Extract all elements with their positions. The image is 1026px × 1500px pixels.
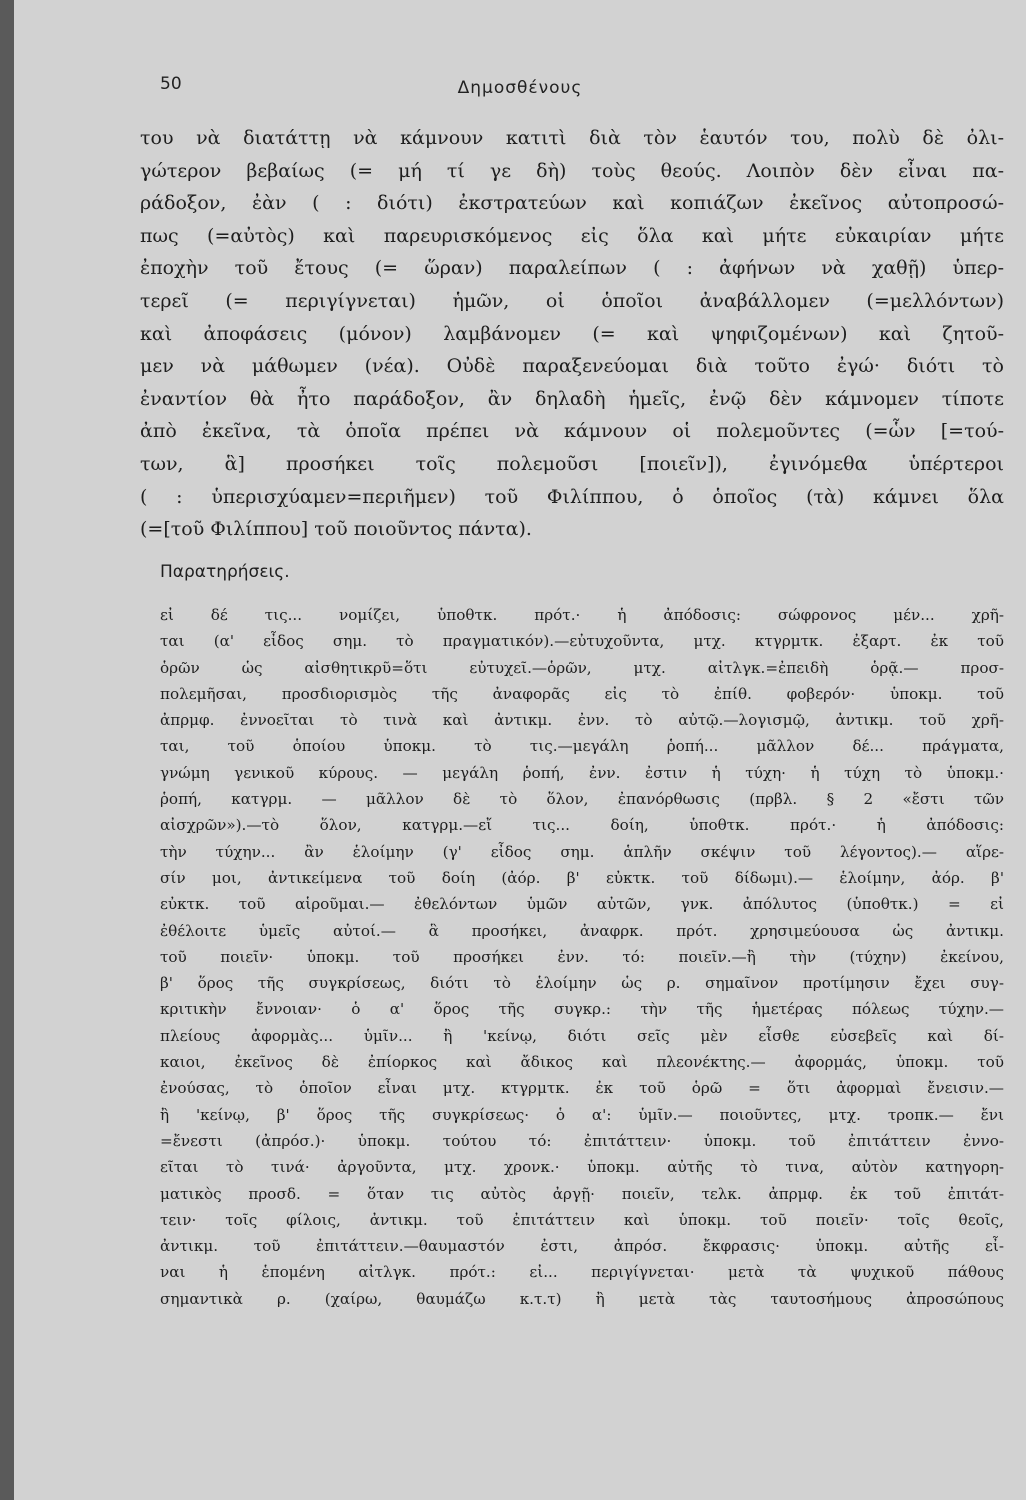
main-text-line: του νὰ διατάττῃ νὰ κάμνουν κατιτὶ διὰ τὸν ἑαυτόν του, πολὺ δὲ ὀλι- <box>140 127 1004 149</box>
notes-line: τειν· τοῖς φίλοις, ἀντικμ. τοῦ ἐπιτάττειν καὶ ὑποκμ. τοῦ ποιεῖν· τοῖς θεοῖς, <box>160 1210 1004 1229</box>
notes-line: =ἔνεστι (ἀπρόσ.)· ὑποκμ. τούτου τό: ἐπιτάττειν· ὑποκμ. τοῦ ἐπιτάττειν ἐννο- <box>160 1131 1004 1150</box>
notes-line: ἀπρμφ. ἐννοεῖται τὸ τινὰ καὶ ἀντικμ. ἐνν. τὸ αὐτῷ.—λογισμῷ, ἀντικμ. τοῦ χρῆ- <box>160 711 1004 730</box>
notes-line: ῥοπή, κατγρμ. — μᾶλλον δὲ τὸ ὅλον, ἐπανόρθωσις (πρβλ. § 2 «ἔστι τῶν <box>160 790 1004 809</box>
main-text-line: καὶ ἀποφάσεις (μόνον) λαμβάνομεν (= καὶ ψηφιζομένων) καὶ ζητοῦ- <box>140 322 1004 345</box>
notes-heading: Παρατηρήσεις. <box>160 562 290 582</box>
notes-line: πλείους ἀφορμὰς... ὑμῖν... ἢ 'κείνῳ, διότι σεῖς μὲν εἶσθε εὐσεβεῖς καὶ δί- <box>160 1026 1004 1045</box>
main-text-line: ἐναντίον θὰ ἦτο παράδοξον, ἂν δηλαδὴ ἡμεῖς, ἐνῷ δὲν κάμνομεν τίποτε <box>140 387 1004 410</box>
main-text-line: (=[τοῦ Φιλίππου] τοῦ ποιοῦντος πάντα). <box>140 518 532 541</box>
main-text-line: ἀπὸ ἐκεῖνα, τὰ ὁποῖα πρέπει νὰ κάμνουν οἱ πολεμοῦντες (=ὧν [=τού- <box>140 420 1004 443</box>
notes-line: τὴν τύχην... ἂν ἑλοίμην (γ' εἶδος σημ. ἁπλῆν σκέψιν τοῦ λέγοντος).— αἵρε- <box>160 842 1004 861</box>
notes-line: γνώμη γενικοῦ κύρους. — μεγάλη ῥοπή, ἐνν. ἐστιν ἡ τύχη· ἡ τύχη τὸ ὑποκμ.· <box>160 763 1004 782</box>
notes-line: καιοι, ἐκεῖνος δὲ ἐπίορκος καὶ ἄδικος καὶ πλεονέκτης.— ἀφορμάς, ὑποκμ. τοῦ <box>160 1053 1004 1072</box>
page-number: 50 <box>160 74 182 94</box>
main-text <box>140 122 1004 546</box>
main-text-line: πως (=αὐτὸς) καὶ παρευρισκόμενος εἰς ὅλα καὶ μήτε εὐκαιρίαν μήτε <box>140 224 1004 247</box>
notes-line: β' ὅρος τῆς συγκρίσεως, διότι τὸ ἑλοίμην ὡς ρ. σημαῖνον προτίμησιν ἔχει συγ- <box>160 974 1004 993</box>
notes-line: εἰ δέ τις... νομίζει, ὑποθτκ. πρότ.· ἡ ἀπόδοσις: σώφρονος μέν... χρῆ- <box>160 606 1004 624</box>
main-text-line: τερεῖ (= περιγίγνεται) ἡμῶν, οἱ ὁποῖοι ἀναβάλλομεν (=μελλόντων) <box>140 289 1004 312</box>
notes-line: κριτικὴν ἔννοιαν· ὁ α' ὅρος τῆς συγκρ.: τὴν τῆς ἡμετέρας πόλεως τύχην.— <box>160 1000 1004 1019</box>
notes-line: εῖται τὸ τινά· ἀργοῦντα, μτχ. χρονκ.· ὑποκμ. αὐτῆς τὸ τινα, αὐτὸν κατηγορη- <box>160 1158 1004 1177</box>
notes-line: ἀντικμ. τοῦ ἐπιτάττειν.—θαυμαστόν ἐστι, ἀπρόσ. ἔκφρασις· ὑποκμ. αὐτῆς εἶ- <box>160 1237 1004 1256</box>
notes-line: ἢ 'κείνῳ, β' ὅρος τῆς συγκρίσεως· ὁ α': ὑμῖν.— ποιοῦντες, μτχ. τροπκ.— ἔνι <box>160 1105 1004 1124</box>
main-text-line: ( : ὑπερισχύαμεν=περιῆμεν) τοῦ Φιλίππου, ὁ ὁποῖος (τὰ) κάμνει ὅλα <box>140 485 1004 508</box>
notes-line: ται, τοῦ ὁποίου ὑποκμ. τὸ τις.—μεγάλη ῥοπή... μᾶλλον δέ... πράγματα, <box>160 737 1004 756</box>
notes-line: σίν μοι, ἀντικείμενα τοῦ δοίη (ἀόρ. β' εὐκτκ. τοῦ δίδωμι).— ἑλοίμην, ἀόρ. β' <box>160 868 1004 887</box>
running-title: Δημοσθένους <box>457 78 583 98</box>
notes-line: ναι ἡ ἑπομένη αἰτλγκ. πρότ.: εἰ... περιγίγνεται· μετὰ τὰ ψυχικοῦ πάθους <box>160 1263 1004 1282</box>
notes-line: ἐνούσας, τὸ ὁποῖον εἶναι μτχ. κτγρμτκ. ἐκ τοῦ ὁρῶ = ὅτι ἀφορμαὶ ἔνεισιν.— <box>160 1079 1004 1098</box>
notes-line: πολεμῆσαι, προσδιορισμὸς τῆς ἀναφορᾶς εἰς τὸ ἐπίθ. φοβερόν· ὑποκμ. τοῦ <box>160 684 1004 703</box>
notes-line: ἐθέλοιτε ὑμεῖς αὐτοί.— ἃ προσήκει, ἀναφρκ. πρότ. χρησιμεύουσα ὡς ἀντικμ. <box>160 921 1004 940</box>
notes-line: αἰσχρῶν»).—τὸ ὅλον, κατγρμ.—εἴ τις... δοίη, ὑποθτκ. πρότ.· ἡ ἀπόδοσις: <box>160 816 1004 835</box>
main-text-line: των, ἃ] προσήκει τοῖς πολεμοῦσι [ποιεῖν]), ἐγινόμεθα ὑπέρτεροι <box>140 452 1004 475</box>
notes-line: σημαντικὰ ρ. (χαίρω, θαυμάζω κ.τ.τ) ἢ μετὰ τὰς ταυτοσήμους ἀπροσώπους <box>160 1289 1004 1308</box>
notes-line: ὁρῶν ὡς αἰσθητικρῦ=ὅτι εὐτυχεῖ.—ὁρῶν, μτχ. αἰτλγκ.=ἐπειδὴ ὁρᾷ.— προσ- <box>160 658 1004 677</box>
main-text-line: μεν νὰ μάθωμεν (νέα). Οὐδὲ παραξενεύομαι διὰ τοῦτο ἐγώ· διότι τὸ <box>140 355 1004 378</box>
notes-line: ματικὸς προσδ. = ὅταν τις αὐτὸς ἀργῇ· ποιεῖν, τελκ. ἀπρμφ. ἐκ τοῦ ἐπιτάτ- <box>160 1184 1004 1203</box>
main-text-line: γώτερον βεβαίως (= μή τί γε δὴ) τοὺς θεούς. Λοιπὸν δὲν εἶναι πα- <box>140 159 1004 182</box>
notes-text <box>160 602 1004 1312</box>
notes-line: εὐκτκ. τοῦ αἱροῦμαι.— ἐθελόντων ὑμῶν αὐτῶν, γνκ. ἀπόλυτος (ὑποθτκ.) = εἰ <box>160 895 1004 914</box>
main-text-line: ράδοξον, ἐὰν ( : διότι) ἐκστρατεύων καὶ κοπιάζων ἐκεῖνος αὐτοπροσώ- <box>140 192 1004 215</box>
notes-line: ται (α' εἶδος σημ. τὸ πραγματικόν).—εὐτυχοῦντα, μτχ. κτγρμτκ. ἐξαρτ. ἐκ τοῦ <box>160 632 1004 651</box>
book-page <box>14 0 1026 1500</box>
main-text-line: ἐποχὴν τοῦ ἔτους (= ὥραν) παραλείπων ( : ἀφήνων νὰ χαθῇ) ὑπερ- <box>140 257 1004 280</box>
notes-line: τοῦ ποιεῖν· ὑποκμ. τοῦ προσήκει ἐνν. τό: ποιεῖν.—ἢ τὴν (τύχην) ἐκείνου, <box>160 947 1004 966</box>
